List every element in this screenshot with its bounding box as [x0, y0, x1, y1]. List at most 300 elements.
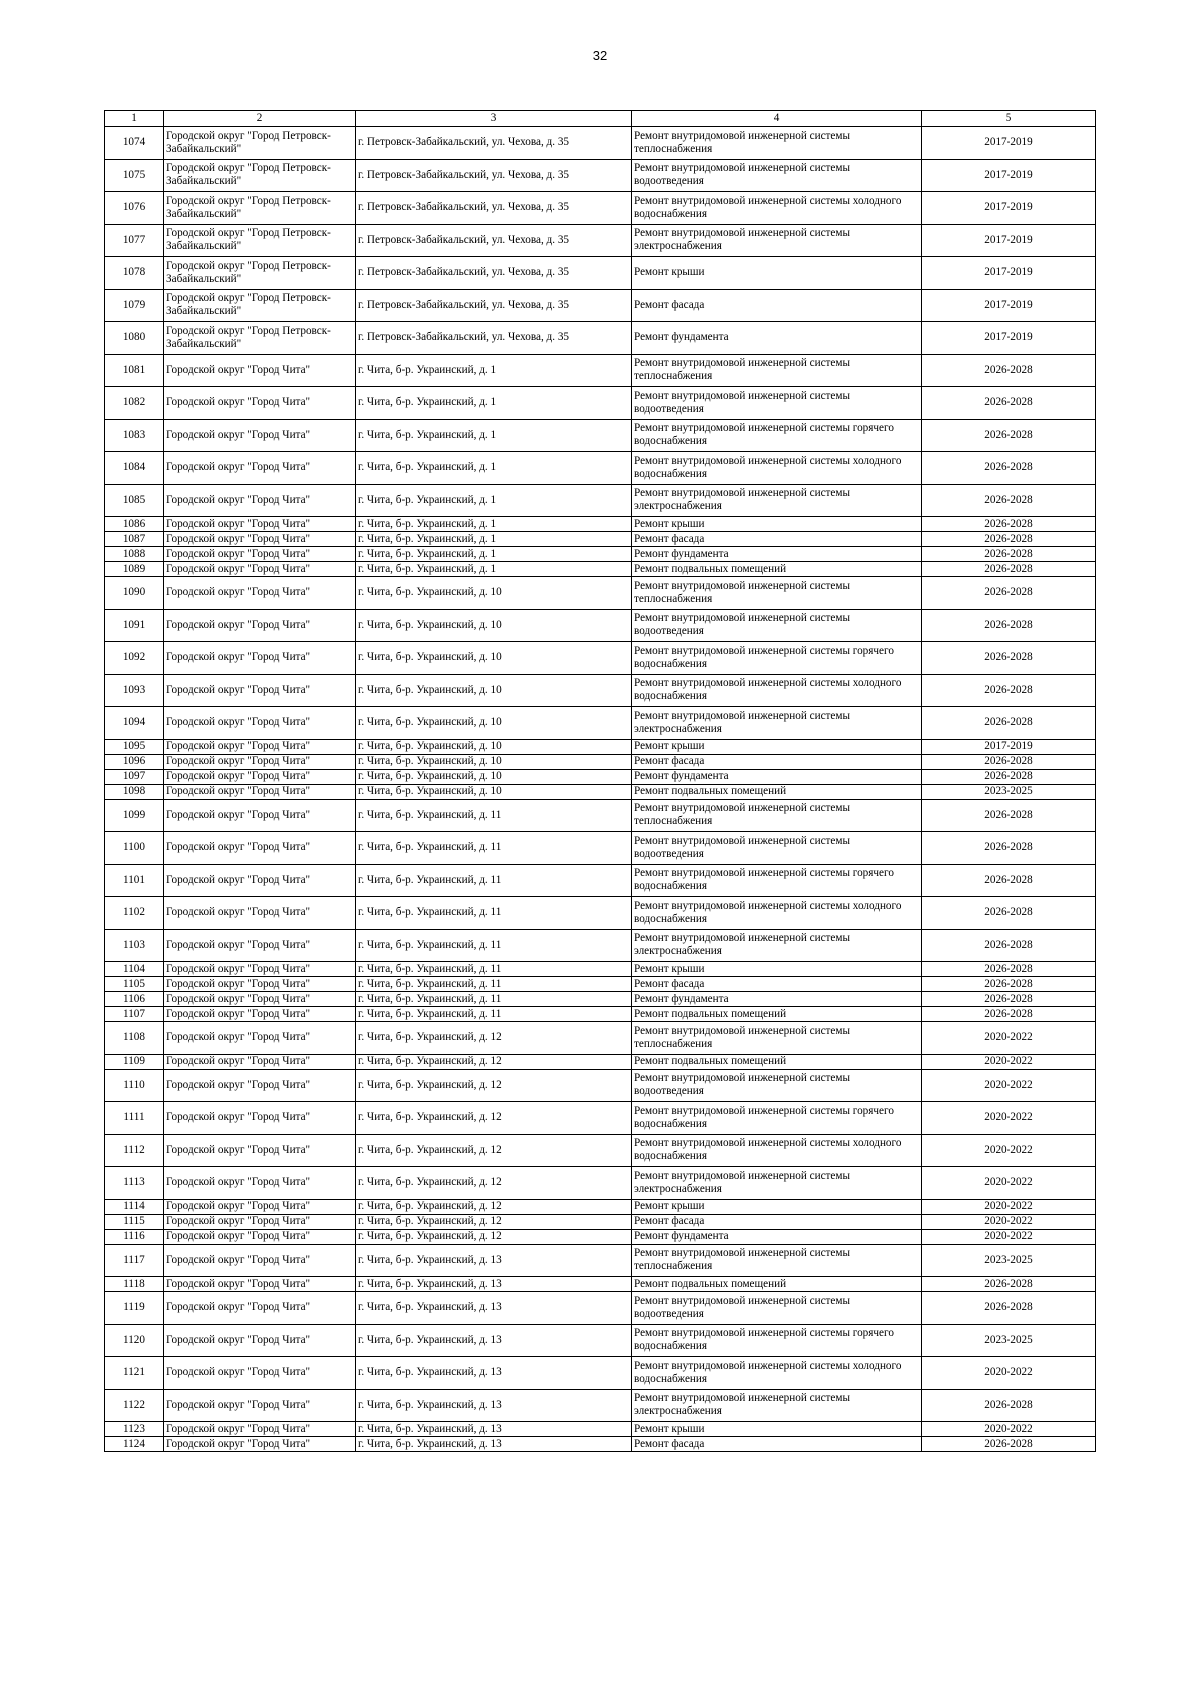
cell-work-type: Ремонт внутридомовой инженерной системы холодного водоснабжения: [632, 674, 922, 707]
cell-number: 1122: [105, 1389, 164, 1422]
cell-municipality: Городской округ "Город Чита": [164, 1054, 356, 1069]
cell-number: 1119: [105, 1292, 164, 1325]
cell-work-type: Ремонт фундамента: [632, 769, 922, 784]
cell-municipality: Городской округ "Город Чита": [164, 784, 356, 799]
cell-period: 2026-2028: [922, 577, 1096, 610]
cell-address: г. Петровск-Забайкальский, ул. Чехова, д. 35: [356, 192, 632, 225]
cell-work-type: Ремонт внутридомовой инженерной системы теплоснабжения: [632, 127, 922, 160]
cell-period: 2017-2019: [922, 127, 1096, 160]
cell-municipality: Городской округ "Город Чита": [164, 419, 356, 452]
cell-work-type: Ремонт фасада: [632, 1214, 922, 1229]
cell-period: 2017-2019: [922, 224, 1096, 257]
table-row: [105, 1102, 1096, 1135]
cell-work-type: Ремонт подвальных помещений: [632, 1007, 922, 1022]
cell-period: 2020-2022: [922, 1102, 1096, 1135]
cell-address: г. Чита, б-р. Украинский, д. 13: [356, 1422, 632, 1437]
register-table: [104, 110, 1096, 1452]
cell-work-type: Ремонт крыши: [632, 739, 922, 754]
table-row: [105, 1422, 1096, 1437]
table-row: [105, 547, 1096, 562]
cell-period: 2026-2028: [922, 897, 1096, 930]
cell-period: 2017-2019: [922, 257, 1096, 290]
cell-municipality: Городской округ "Город Чита": [164, 1422, 356, 1437]
cell-address: г. Петровск-Забайкальский, ул. Чехова, д. 35: [356, 322, 632, 355]
cell-address: г. Чита, б-р. Украинский, д. 11: [356, 977, 632, 992]
cell-period: 2026-2028: [922, 419, 1096, 452]
cell-period: 2026-2028: [922, 707, 1096, 740]
cell-work-type: Ремонт подвальных помещений: [632, 1277, 922, 1292]
cell-number: 1108: [105, 1022, 164, 1055]
cell-work-type: Ремонт фасада: [632, 754, 922, 769]
cell-work-type: Ремонт внутридомовой инженерной системы электроснабжения: [632, 1389, 922, 1422]
cell-period: 2020-2022: [922, 1022, 1096, 1055]
cell-period: 2026-2028: [922, 1292, 1096, 1325]
cell-municipality: Городской округ "Город Чита": [164, 1214, 356, 1229]
cell-work-type: Ремонт крыши: [632, 962, 922, 977]
cell-number: 1099: [105, 799, 164, 832]
cell-number: 1091: [105, 609, 164, 642]
cell-municipality: Городской округ "Город Чита": [164, 484, 356, 517]
cell-work-type: Ремонт внутридомовой инженерной системы холодного водоснабжения: [632, 452, 922, 485]
cell-period: 2020-2022: [922, 1214, 1096, 1229]
cell-period: 2026-2028: [922, 452, 1096, 485]
cell-period: 2026-2028: [922, 929, 1096, 962]
cell-period: 2017-2019: [922, 289, 1096, 322]
cell-number: 1113: [105, 1167, 164, 1200]
cell-period: 2026-2028: [922, 387, 1096, 420]
cell-address: г. Чита, б-р. Украинский, д. 1: [356, 547, 632, 562]
cell-period: 2026-2028: [922, 864, 1096, 897]
cell-municipality: Городской округ "Город Чита": [164, 992, 356, 1007]
cell-municipality: Городской округ "Город Чита": [164, 1134, 356, 1167]
cell-address: г. Чита, б-р. Украинский, д. 13: [356, 1437, 632, 1452]
cell-address: г. Чита, б-р. Украинский, д. 11: [356, 1007, 632, 1022]
table-row: [105, 754, 1096, 769]
column-header: 1: [105, 111, 164, 127]
cell-period: 2017-2019: [922, 192, 1096, 225]
table-row: [105, 1022, 1096, 1055]
cell-municipality: Городской округ "Город Чита": [164, 754, 356, 769]
cell-municipality: Городской округ "Город Чита": [164, 1277, 356, 1292]
table-row: [105, 159, 1096, 192]
cell-number: 1085: [105, 484, 164, 517]
table-row: [105, 532, 1096, 547]
cell-work-type: Ремонт подвальных помещений: [632, 1054, 922, 1069]
cell-municipality: Городской округ "Город Петровск-Забайкальский": [164, 192, 356, 225]
cell-address: г. Чита, б-р. Украинский, д. 12: [356, 1167, 632, 1200]
cell-address: г. Чита, б-р. Украинский, д. 10: [356, 754, 632, 769]
cell-municipality: Городской округ "Город Чита": [164, 1102, 356, 1135]
cell-number: 1094: [105, 707, 164, 740]
cell-work-type: Ремонт фасада: [632, 532, 922, 547]
table-row: [105, 739, 1096, 754]
table-row: [105, 864, 1096, 897]
cell-address: г. Чита, б-р. Украинский, д. 1: [356, 562, 632, 577]
cell-work-type: Ремонт внутридомовой инженерной системы горячего водоснабжения: [632, 419, 922, 452]
cell-work-type: Ремонт внутридомовой инженерной системы теплоснабжения: [632, 1022, 922, 1055]
cell-work-type: Ремонт внутридомовой инженерной системы электроснабжения: [632, 484, 922, 517]
table-row: [105, 224, 1096, 257]
cell-number: 1112: [105, 1134, 164, 1167]
cell-municipality: Городской округ "Город Чита": [164, 769, 356, 784]
cell-work-type: Ремонт фасада: [632, 977, 922, 992]
cell-period: 2017-2019: [922, 159, 1096, 192]
cell-work-type: Ремонт фасада: [632, 289, 922, 322]
table-row: [105, 832, 1096, 865]
cell-period: 2026-2028: [922, 962, 1096, 977]
cell-period: 2026-2028: [922, 977, 1096, 992]
table-row: [105, 1357, 1096, 1390]
cell-work-type: Ремонт внутридомовой инженерной системы горячего водоснабжения: [632, 1102, 922, 1135]
cell-municipality: Городской округ "Город Чита": [164, 897, 356, 930]
cell-number: 1124: [105, 1437, 164, 1452]
cell-number: 1087: [105, 532, 164, 547]
cell-work-type: Ремонт подвальных помещений: [632, 784, 922, 799]
cell-address: г. Чита, б-р. Украинский, д. 12: [356, 1214, 632, 1229]
cell-number: 1084: [105, 452, 164, 485]
table-row: [105, 257, 1096, 290]
cell-address: г. Чита, б-р. Украинский, д. 13: [356, 1277, 632, 1292]
cell-municipality: Городской округ "Город Чита": [164, 532, 356, 547]
table-row: [105, 192, 1096, 225]
table-row: [105, 609, 1096, 642]
cell-address: г. Чита, б-р. Украинский, д. 1: [356, 484, 632, 517]
column-header: 2: [164, 111, 356, 127]
cell-period: 2026-2028: [922, 532, 1096, 547]
cell-period: 2026-2028: [922, 1277, 1096, 1292]
cell-work-type: Ремонт крыши: [632, 517, 922, 532]
cell-municipality: Городской округ "Город Чита": [164, 799, 356, 832]
cell-address: г. Чита, б-р. Украинский, д. 12: [356, 1022, 632, 1055]
cell-municipality: Городской округ "Город Чита": [164, 1437, 356, 1452]
cell-number: 1075: [105, 159, 164, 192]
cell-address: г. Чита, б-р. Украинский, д. 11: [356, 832, 632, 865]
table-row: [105, 1007, 1096, 1022]
cell-period: 2026-2028: [922, 517, 1096, 532]
table-row: [105, 1437, 1096, 1452]
cell-work-type: Ремонт внутридомовой инженерной системы горячего водоснабжения: [632, 642, 922, 675]
table-row: [105, 769, 1096, 784]
cell-work-type: Ремонт внутридомовой инженерной системы водоотведения: [632, 1292, 922, 1325]
cell-municipality: Городской округ "Город Чита": [164, 609, 356, 642]
cell-work-type: Ремонт внутридомовой инженерной системы водоотведения: [632, 159, 922, 192]
table-header-row: [105, 111, 1096, 127]
cell-work-type: Ремонт внутридомовой инженерной системы водоотведения: [632, 1069, 922, 1102]
cell-number: 1077: [105, 224, 164, 257]
cell-number: 1081: [105, 354, 164, 387]
cell-work-type: Ремонт крыши: [632, 257, 922, 290]
table-row: [105, 707, 1096, 740]
table-row: [105, 1054, 1096, 1069]
cell-municipality: Городской округ "Город Чита": [164, 1389, 356, 1422]
page-number: 32: [592, 48, 608, 63]
cell-work-type: Ремонт внутридомовой инженерной системы электроснабжения: [632, 224, 922, 257]
cell-address: г. Чита, б-р. Украинский, д. 11: [356, 992, 632, 1007]
cell-address: г. Чита, б-р. Украинский, д. 10: [356, 577, 632, 610]
cell-work-type: Ремонт фундамента: [632, 547, 922, 562]
cell-municipality: Городской округ "Город Чита": [164, 739, 356, 754]
cell-period: 2026-2028: [922, 562, 1096, 577]
cell-number: 1098: [105, 784, 164, 799]
cell-municipality: Городской округ "Город Чита": [164, 1244, 356, 1277]
cell-municipality: Городской округ "Город Чита": [164, 962, 356, 977]
cell-number: 1105: [105, 977, 164, 992]
table-row: [105, 962, 1096, 977]
cell-municipality: Городской округ "Город Чита": [164, 1022, 356, 1055]
cell-municipality: Городской округ "Город Петровск-Забайкальский": [164, 127, 356, 160]
cell-period: 2026-2028: [922, 832, 1096, 865]
cell-number: 1092: [105, 642, 164, 675]
table-row: [105, 1199, 1096, 1214]
column-header: 3: [356, 111, 632, 127]
cell-period: 2026-2028: [922, 769, 1096, 784]
cell-municipality: Городской округ "Город Петровск-Забайкальский": [164, 257, 356, 290]
cell-work-type: Ремонт внутридомовой инженерной системы холодного водоснабжения: [632, 1357, 922, 1390]
cell-municipality: Городской округ "Город Чита": [164, 929, 356, 962]
cell-period: 2026-2028: [922, 1007, 1096, 1022]
cell-number: 1080: [105, 322, 164, 355]
cell-number: 1078: [105, 257, 164, 290]
cell-period: 2020-2022: [922, 1199, 1096, 1214]
cell-address: г. Чита, б-р. Украинский, д. 10: [356, 784, 632, 799]
cell-number: 1111: [105, 1102, 164, 1135]
cell-address: г. Чита, б-р. Украинский, д. 10: [356, 642, 632, 675]
cell-work-type: Ремонт внутридомовой инженерной системы водоотведения: [632, 387, 922, 420]
table-row: [105, 577, 1096, 610]
cell-number: 1076: [105, 192, 164, 225]
cell-address: г. Чита, б-р. Украинский, д. 10: [356, 707, 632, 740]
cell-work-type: Ремонт внутридомовой инженерной системы холодного водоснабжения: [632, 1134, 922, 1167]
cell-number: 1101: [105, 864, 164, 897]
cell-address: г. Чита, б-р. Украинский, д. 11: [356, 897, 632, 930]
cell-work-type: Ремонт внутридомовой инженерной системы теплоснабжения: [632, 577, 922, 610]
cell-municipality: Городской округ "Город Петровск-Забайкальский": [164, 159, 356, 192]
cell-address: г. Чита, б-р. Украинский, д. 1: [356, 419, 632, 452]
cell-period: 2020-2022: [922, 1069, 1096, 1102]
cell-municipality: Городской округ "Город Чита": [164, 1357, 356, 1390]
cell-municipality: Городской округ "Город Чита": [164, 1069, 356, 1102]
cell-address: г. Петровск-Забайкальский, ул. Чехова, д. 35: [356, 257, 632, 290]
cell-number: 1104: [105, 962, 164, 977]
table-body: [105, 127, 1096, 1452]
cell-number: 1106: [105, 992, 164, 1007]
cell-number: 1120: [105, 1324, 164, 1357]
cell-address: г. Чита, б-р. Украинский, д. 13: [356, 1357, 632, 1390]
cell-municipality: Городской округ "Город Чита": [164, 562, 356, 577]
cell-address: г. Чита, б-р. Украинский, д. 12: [356, 1054, 632, 1069]
cell-municipality: Городской округ "Город Чита": [164, 1292, 356, 1325]
cell-number: 1121: [105, 1357, 164, 1390]
cell-municipality: Городской округ "Город Чита": [164, 387, 356, 420]
cell-number: 1115: [105, 1214, 164, 1229]
cell-period: 2026-2028: [922, 799, 1096, 832]
cell-work-type: Ремонт внутридомовой инженерной системы горячего водоснабжения: [632, 864, 922, 897]
cell-number: 1114: [105, 1199, 164, 1214]
cell-municipality: Городской округ "Город Чита": [164, 1167, 356, 1200]
table-row: [105, 419, 1096, 452]
cell-address: г. Чита, б-р. Украинский, д. 12: [356, 1199, 632, 1214]
cell-period: 2026-2028: [922, 754, 1096, 769]
cell-number: 1107: [105, 1007, 164, 1022]
cell-period: 2017-2019: [922, 739, 1096, 754]
cell-address: г. Петровск-Забайкальский, ул. Чехова, д. 35: [356, 127, 632, 160]
cell-address: г. Чита, б-р. Украинский, д. 12: [356, 1134, 632, 1167]
cell-period: 2026-2028: [922, 609, 1096, 642]
cell-address: г. Чита, б-р. Украинский, д. 1: [356, 517, 632, 532]
table-row: [105, 642, 1096, 675]
cell-work-type: Ремонт внутридомовой инженерной системы теплоснабжения: [632, 354, 922, 387]
cell-address: г. Чита, б-р. Украинский, д. 1: [356, 387, 632, 420]
cell-work-type: Ремонт внутридомовой инженерной системы горячего водоснабжения: [632, 1324, 922, 1357]
cell-number: 1090: [105, 577, 164, 610]
table-row: [105, 1229, 1096, 1244]
cell-address: г. Чита, б-р. Украинский, д. 12: [356, 1069, 632, 1102]
cell-number: 1082: [105, 387, 164, 420]
cell-period: 2026-2028: [922, 1437, 1096, 1452]
table-row: [105, 562, 1096, 577]
cell-period: 2023-2025: [922, 1324, 1096, 1357]
table-row: [105, 897, 1096, 930]
table-row: [105, 977, 1096, 992]
cell-period: 2026-2028: [922, 642, 1096, 675]
cell-address: г. Чита, б-р. Украинский, д. 10: [356, 674, 632, 707]
table-row: [105, 1277, 1096, 1292]
cell-municipality: Городской округ "Город Чита": [164, 354, 356, 387]
cell-number: 1103: [105, 929, 164, 962]
cell-address: г. Чита, б-р. Украинский, д. 11: [356, 962, 632, 977]
cell-period: 2020-2022: [922, 1167, 1096, 1200]
cell-period: 2026-2028: [922, 547, 1096, 562]
cell-address: г. Чита, б-р. Украинский, д. 12: [356, 1229, 632, 1244]
table-row: [105, 1292, 1096, 1325]
cell-period: 2023-2025: [922, 784, 1096, 799]
cell-number: 1095: [105, 739, 164, 754]
table-row: [105, 1134, 1096, 1167]
cell-number: 1079: [105, 289, 164, 322]
cell-address: г. Чита, б-р. Украинский, д. 13: [356, 1244, 632, 1277]
cell-work-type: Ремонт внутридомовой инженерной системы электроснабжения: [632, 929, 922, 962]
cell-number: 1116: [105, 1229, 164, 1244]
cell-address: г. Петровск-Забайкальский, ул. Чехова, д. 35: [356, 159, 632, 192]
table-row: [105, 929, 1096, 962]
table-row: [105, 517, 1096, 532]
cell-address: г. Чита, б-р. Украинский, д. 11: [356, 929, 632, 962]
cell-municipality: Городской округ "Город Чита": [164, 1324, 356, 1357]
table-row: [105, 1167, 1096, 1200]
cell-work-type: Ремонт внутридомовой инженерной системы электроснабжения: [632, 1167, 922, 1200]
cell-period: 2026-2028: [922, 1389, 1096, 1422]
cell-work-type: Ремонт подвальных помещений: [632, 562, 922, 577]
table-row: [105, 799, 1096, 832]
cell-period: 2026-2028: [922, 992, 1096, 1007]
cell-address: г. Чита, б-р. Украинский, д. 10: [356, 769, 632, 784]
column-header: 5: [922, 111, 1096, 127]
cell-number: 1083: [105, 419, 164, 452]
cell-period: 2026-2028: [922, 484, 1096, 517]
cell-number: 1086: [105, 517, 164, 532]
cell-address: г. Чита, б-р. Украинский, д. 13: [356, 1324, 632, 1357]
cell-municipality: Городской округ "Город Петровск-Забайкальский": [164, 322, 356, 355]
cell-work-type: Ремонт внутридомовой инженерной системы холодного водоснабжения: [632, 897, 922, 930]
cell-address: г. Чита, б-р. Украинский, д. 11: [356, 864, 632, 897]
cell-period: 2017-2019: [922, 322, 1096, 355]
cell-period: 2020-2022: [922, 1357, 1096, 1390]
cell-municipality: Городской округ "Город Чита": [164, 547, 356, 562]
cell-number: 1096: [105, 754, 164, 769]
table-row: [105, 992, 1096, 1007]
cell-period: 2020-2022: [922, 1422, 1096, 1437]
cell-number: 1102: [105, 897, 164, 930]
cell-municipality: Городской округ "Город Чита": [164, 707, 356, 740]
cell-work-type: Ремонт внутридомовой инженерной системы теплоснабжения: [632, 799, 922, 832]
cell-period: 2023-2025: [922, 1244, 1096, 1277]
cell-work-type: Ремонт внутридомовой инженерной системы электроснабжения: [632, 707, 922, 740]
cell-municipality: Городской округ "Город Чита": [164, 1007, 356, 1022]
cell-address: г. Чита, б-р. Украинский, д. 1: [356, 452, 632, 485]
cell-number: 1109: [105, 1054, 164, 1069]
table-row: [105, 289, 1096, 322]
cell-work-type: Ремонт фундамента: [632, 992, 922, 1007]
cell-number: 1118: [105, 1277, 164, 1292]
cell-number: 1074: [105, 127, 164, 160]
cell-work-type: Ремонт внутридомовой инженерной системы холодного водоснабжения: [632, 192, 922, 225]
cell-address: г. Чита, б-р. Украинский, д. 1: [356, 354, 632, 387]
cell-address: г. Чита, б-р. Украинский, д. 13: [356, 1292, 632, 1325]
cell-address: г. Чита, б-р. Украинский, д. 1: [356, 532, 632, 547]
table-row: [105, 1324, 1096, 1357]
cell-number: 1117: [105, 1244, 164, 1277]
cell-address: г. Петровск-Забайкальский, ул. Чехова, д. 35: [356, 289, 632, 322]
cell-municipality: Городской округ "Город Чита": [164, 517, 356, 532]
cell-period: 2020-2022: [922, 1054, 1096, 1069]
table-row: [105, 387, 1096, 420]
table-row: [105, 1069, 1096, 1102]
cell-municipality: Городской округ "Город Чита": [164, 452, 356, 485]
cell-address: г. Чита, б-р. Украинский, д. 12: [356, 1102, 632, 1135]
table-row: [105, 484, 1096, 517]
cell-work-type: Ремонт внутридомовой инженерной системы теплоснабжения: [632, 1244, 922, 1277]
cell-work-type: Ремонт фундамента: [632, 322, 922, 355]
cell-number: 1100: [105, 832, 164, 865]
table-row: [105, 674, 1096, 707]
cell-period: 2026-2028: [922, 674, 1096, 707]
cell-municipality: Городской округ "Город Петровск-Забайкальский": [164, 289, 356, 322]
table-row: [105, 1214, 1096, 1229]
cell-period: 2020-2022: [922, 1134, 1096, 1167]
cell-work-type: Ремонт фундамента: [632, 1229, 922, 1244]
table-row: [105, 784, 1096, 799]
table-row: [105, 322, 1096, 355]
column-header: 4: [632, 111, 922, 127]
table-row: [105, 1244, 1096, 1277]
cell-number: 1110: [105, 1069, 164, 1102]
cell-municipality: Городской округ "Город Чита": [164, 577, 356, 610]
cell-work-type: Ремонт фасада: [632, 1437, 922, 1452]
cell-municipality: Городской округ "Город Чита": [164, 642, 356, 675]
cell-work-type: Ремонт крыши: [632, 1422, 922, 1437]
cell-work-type: Ремонт внутридомовой инженерной системы водоотведения: [632, 609, 922, 642]
cell-municipality: Городской округ "Город Петровск-Забайкальский": [164, 224, 356, 257]
cell-period: 2026-2028: [922, 354, 1096, 387]
cell-municipality: Городской округ "Город Чита": [164, 1199, 356, 1214]
cell-period: 2020-2022: [922, 1229, 1096, 1244]
cell-address: г. Чита, б-р. Украинский, д. 10: [356, 609, 632, 642]
table-row: [105, 452, 1096, 485]
cell-number: 1097: [105, 769, 164, 784]
cell-address: г. Чита, б-р. Украинский, д. 10: [356, 739, 632, 754]
cell-number: 1089: [105, 562, 164, 577]
table-row: [105, 127, 1096, 160]
